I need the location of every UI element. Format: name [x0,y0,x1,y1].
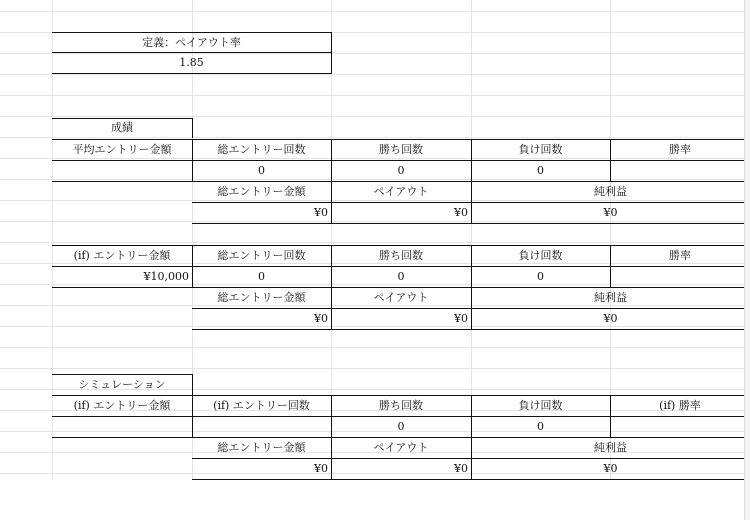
value-wins[interactable]: 0 [397,164,405,177]
header-if-win-rate[interactable]: 勝率 [669,249,691,262]
value-sim-if-entry-amount[interactable] [52,417,192,436]
value-payout[interactable]: ¥0 [454,206,468,219]
header-wins[interactable]: 勝ち回数 [379,143,423,156]
header-if-losses[interactable]: 負け回数 [518,249,563,262]
header-total-entry-amount[interactable]: 総エントリー金額 [217,185,306,198]
gridline-row [0,347,750,348]
header-if-entry-amount[interactable]: (if) エントリー金額 [73,249,171,262]
value-sim-total-entry-amount[interactable]: ¥0 [314,462,328,475]
gridline-row [0,242,750,243]
value-total-entry-amount[interactable]: ¥0 [314,206,328,219]
header-if-payout[interactable]: ペイアウト [373,291,429,304]
border [52,73,331,74]
header-payout[interactable]: ペイアウト [373,185,429,198]
payout-rate-value[interactable]: 1.85 [179,56,204,69]
border [192,118,193,138]
header-losses[interactable]: 負け回数 [518,143,563,156]
gridline-row [0,74,750,75]
value-sim-losses[interactable]: 0 [537,420,544,433]
header-sim-if-entry-amount[interactable]: (if) エントリー金額 [73,399,171,412]
header-if-wins[interactable]: 勝ち回数 [379,249,423,262]
simulation-heading[interactable]: シミュレーション [78,378,166,391]
gridline-row [0,368,750,369]
vertical-scrollbar[interactable] [744,0,750,520]
value-net-profit[interactable]: ¥0 [603,206,618,219]
value-if-entry-amount[interactable]: ¥10,000 [143,270,189,283]
value-win-rate[interactable] [610,161,750,180]
results-heading[interactable]: 成績 [111,121,133,134]
gridline-row [0,116,750,117]
value-if-payout[interactable]: ¥0 [454,312,468,325]
value-average-entry-amount[interactable] [52,161,192,180]
header-average-entry-amount[interactable]: 平均エントリー金額 [72,143,172,156]
header-sim-net-profit[interactable]: 純利益 [594,441,627,454]
header-net-profit[interactable]: 純利益 [594,185,627,198]
value-sim-if-entries[interactable] [192,417,331,436]
header-sim-payout[interactable]: ペイアウト [373,441,429,454]
header-if-total-entry-amount[interactable]: 総エントリー金額 [217,291,306,304]
value-sim-if-win-rate[interactable] [610,417,750,436]
header-sim-if-entries[interactable]: (if) エントリー回数 [213,399,310,412]
value-losses[interactable]: 0 [537,164,544,177]
definition-label[interactable]: 定義：ペイアウト率 [142,36,241,49]
value-if-win-rate[interactable] [610,267,750,286]
header-if-net-profit[interactable]: 純利益 [594,291,627,304]
value-total-entries[interactable]: 0 [258,164,265,177]
gridline-row [0,95,750,96]
gridline-row [0,11,750,12]
border [192,374,193,395]
header-win-rate[interactable]: 勝率 [669,143,691,156]
value-if-total-entry-amount[interactable]: ¥0 [314,312,328,325]
gridline-row [0,137,750,138]
header-sim-wins[interactable]: 勝ち回数 [379,399,423,412]
header-if-total-entries[interactable]: 総エントリー回数 [217,249,306,262]
value-sim-payout[interactable]: ¥0 [454,462,468,475]
value-if-wins[interactable]: 0 [397,270,405,283]
border [192,479,750,480]
header-sim-if-win-rate[interactable]: (if) 勝率 [659,399,701,412]
header-sim-losses[interactable]: 負け回数 [518,399,563,412]
value-if-losses[interactable]: 0 [537,270,544,283]
value-sim-net-profit[interactable]: ¥0 [603,462,618,475]
value-if-total-entries[interactable]: 0 [258,270,265,283]
value-if-net-profit[interactable]: ¥0 [603,312,618,325]
border [192,223,750,224]
header-sim-total-entry-amount[interactable]: 総エントリー金額 [217,441,306,454]
border [331,32,332,74]
value-sim-wins[interactable]: 0 [397,420,405,433]
border [192,329,750,330]
header-total-entries[interactable]: 総エントリー回数 [217,143,306,156]
